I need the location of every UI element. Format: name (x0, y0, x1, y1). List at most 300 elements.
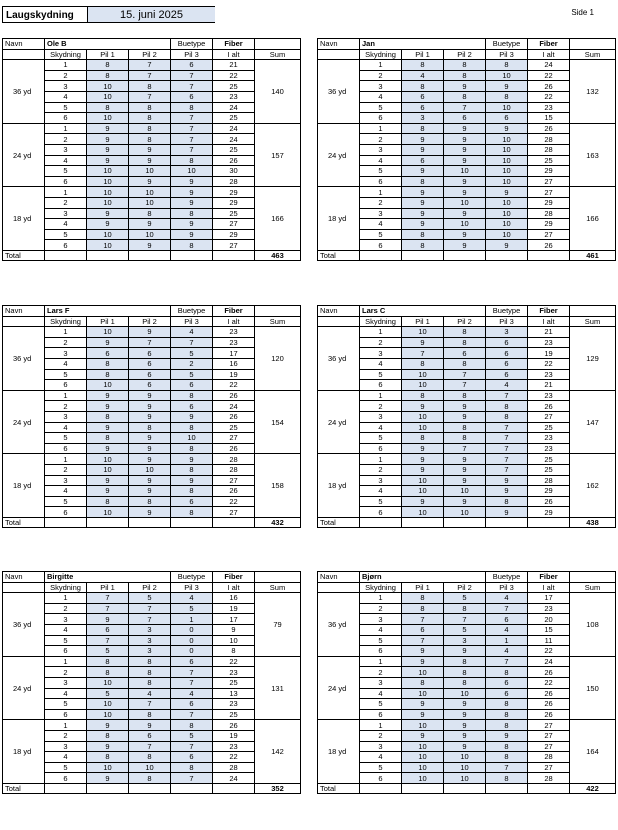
empty-cell (45, 783, 87, 794)
arrow-1-score: 6 (402, 91, 444, 102)
empty-cell (318, 316, 360, 327)
arrow-2-score: 9 (444, 401, 486, 412)
end-total: 27 (528, 229, 570, 240)
arrow-1-score: 9 (87, 155, 129, 166)
end-number: 1 (360, 720, 402, 731)
total-label: Total (3, 783, 45, 794)
end-total: 25 (213, 113, 255, 124)
end-number: 1 (360, 123, 402, 134)
arrow-2-score: 9 (444, 229, 486, 240)
arrow-3-score: 6 (171, 60, 213, 71)
bow-type-label: Buetype (486, 572, 528, 583)
arrow-1-score: 9 (402, 454, 444, 465)
end-number: 6 (360, 240, 402, 251)
end-number: 5 (360, 635, 402, 646)
arrow-1-score: 10 (87, 380, 129, 391)
distance-sum: 150 (570, 656, 616, 720)
end-number: 5 (45, 433, 87, 444)
arrow-2-score: 9 (444, 81, 486, 92)
arrow-2-score: 7 (444, 443, 486, 454)
end-number: 6 (45, 773, 87, 784)
arrow-2-score: 7 (129, 91, 171, 102)
end-number: 2 (45, 730, 87, 741)
end-number: 1 (45, 187, 87, 198)
distance-sum: 147 (570, 390, 616, 454)
arrow-1-score: 8 (87, 369, 129, 380)
end-number: 2 (45, 667, 87, 678)
end-total: 27 (528, 187, 570, 198)
arrow-2-score: 9 (129, 240, 171, 251)
arrow-3-score: 8 (171, 762, 213, 773)
end-total: 24 (213, 773, 255, 784)
end-total: 23 (213, 741, 255, 752)
end-number: 1 (45, 454, 87, 465)
end-total: 29 (528, 507, 570, 518)
arrow-2-score: 10 (444, 752, 486, 763)
empty-cell (402, 250, 444, 261)
arrow-3-score: 6 (171, 656, 213, 667)
arrow-1-score: 9 (87, 720, 129, 731)
arrow-3-score: 9 (171, 176, 213, 187)
arrow-2-score: 8 (444, 677, 486, 688)
arrow-2-score: 9 (129, 454, 171, 465)
end-total: 22 (528, 358, 570, 369)
score-row (3, 327, 301, 338)
arrow-1-score: 10 (87, 464, 129, 475)
arrow-3-score: 0 (171, 646, 213, 657)
distance-label: 24 yd (3, 390, 45, 454)
total-label: Total (3, 517, 45, 528)
empty-cell (255, 306, 301, 317)
end-total: 26 (528, 123, 570, 134)
distance-label: 18 yd (318, 720, 360, 784)
end-total: 29 (213, 187, 255, 198)
arrow-2-score: 10 (129, 229, 171, 240)
end-total: 19 (213, 369, 255, 380)
score-row (318, 390, 616, 401)
end-number: 5 (360, 496, 402, 507)
arrow-1-score: 10 (402, 411, 444, 422)
total-label: Total (318, 517, 360, 528)
arrow-1-score: 8 (402, 229, 444, 240)
arrow-2-score: 8 (129, 656, 171, 667)
end-total: 24 (528, 656, 570, 667)
column-header-pil3: Pil 3 (486, 582, 528, 593)
end-number: 5 (360, 369, 402, 380)
column-header-pil3: Pil 3 (486, 316, 528, 327)
end-total: 26 (528, 401, 570, 412)
end-total: 17 (528, 593, 570, 604)
arrow-3-score: 6 (171, 380, 213, 391)
arrow-1-score: 8 (87, 496, 129, 507)
score-row (318, 454, 616, 465)
arrow-3-score: 4 (171, 593, 213, 604)
column-header-sum: Sum (255, 49, 301, 60)
end-total: 16 (213, 358, 255, 369)
arrow-3-score: 2 (171, 358, 213, 369)
empty-cell (402, 783, 444, 794)
archer-name: Lars C (360, 306, 486, 317)
arrow-2-score: 10 (444, 688, 486, 699)
name-label: Navn (3, 572, 45, 583)
end-total: 26 (528, 667, 570, 678)
end-number: 2 (360, 401, 402, 412)
arrow-3-score: 9 (171, 454, 213, 465)
end-number: 6 (360, 709, 402, 720)
column-header-ialt: I alt (213, 582, 255, 593)
end-total: 25 (213, 422, 255, 433)
arrow-3-score: 10 (171, 166, 213, 177)
end-number: 6 (45, 176, 87, 187)
end-total: 15 (528, 113, 570, 124)
end-number: 6 (45, 240, 87, 251)
page-header (2, 6, 614, 24)
column-header-pil1: Pil 1 (402, 49, 444, 60)
arrow-1-score: 10 (87, 81, 129, 92)
arrow-1-score: 10 (87, 454, 129, 465)
arrow-1-score: 7 (402, 614, 444, 625)
arrow-1-score: 9 (87, 486, 129, 497)
arrow-1-score: 8 (402, 123, 444, 134)
arrow-3-score: 7 (486, 422, 528, 433)
arrow-1-score: 5 (87, 688, 129, 699)
arrow-3-score: 1 (171, 614, 213, 625)
arrow-3-score: 6 (486, 348, 528, 359)
score-row (318, 123, 616, 134)
distance-sum: 131 (255, 656, 301, 720)
arrow-1-score: 8 (87, 358, 129, 369)
distance-label: 36 yd (3, 60, 45, 124)
end-total: 26 (213, 720, 255, 731)
arrow-1-score: 10 (402, 667, 444, 678)
grand-total: 432 (255, 517, 301, 528)
arrow-2-score: 5 (444, 593, 486, 604)
arrow-3-score: 5 (171, 603, 213, 614)
distance-label: 36 yd (318, 593, 360, 657)
end-number: 2 (360, 730, 402, 741)
arrow-2-score: 3 (129, 646, 171, 657)
empty-cell (360, 250, 402, 261)
arrow-1-score: 9 (87, 741, 129, 752)
end-total: 28 (528, 773, 570, 784)
arrow-2-score: 9 (444, 464, 486, 475)
score-row (3, 60, 301, 71)
empty-cell (528, 250, 570, 261)
arrow-1-score: 9 (402, 144, 444, 155)
arrow-2-score: 10 (129, 464, 171, 475)
arrow-1-score: 8 (87, 70, 129, 81)
arrow-2-score: 10 (129, 197, 171, 208)
arrow-3-score: 8 (486, 411, 528, 422)
arrow-1-score: 10 (87, 709, 129, 720)
arrow-2-score: 9 (444, 187, 486, 198)
end-number: 6 (45, 380, 87, 391)
name-label: Navn (318, 39, 360, 50)
distance-label: 24 yd (318, 390, 360, 454)
end-total: 23 (528, 337, 570, 348)
distance-label: 24 yd (318, 123, 360, 187)
empty-cell (318, 582, 360, 593)
end-number: 6 (45, 443, 87, 454)
end-number: 6 (45, 113, 87, 124)
arrow-1-score: 9 (402, 646, 444, 657)
arrow-1-score: 7 (402, 635, 444, 646)
arrow-2-score: 9 (129, 507, 171, 518)
end-number: 3 (45, 411, 87, 422)
empty-cell (213, 517, 255, 528)
arrow-3-score: 7 (171, 144, 213, 155)
end-total: 22 (213, 656, 255, 667)
score-row (3, 454, 301, 465)
end-total: 25 (213, 208, 255, 219)
column-header-ialt: I alt (528, 582, 570, 593)
distance-sum: 164 (570, 720, 616, 784)
end-number: 1 (360, 454, 402, 465)
distance-label: 18 yd (3, 187, 45, 251)
column-header-pil3: Pil 3 (171, 582, 213, 593)
empty-cell (570, 39, 616, 50)
end-total: 23 (528, 390, 570, 401)
arrow-3-score: 6 (486, 688, 528, 699)
end-total: 27 (213, 240, 255, 251)
end-total: 23 (213, 667, 255, 678)
end-total: 23 (213, 91, 255, 102)
end-number: 5 (360, 699, 402, 710)
arrow-2-score: 6 (129, 380, 171, 391)
end-number: 5 (45, 762, 87, 773)
arrow-2-score: 7 (129, 741, 171, 752)
end-number: 6 (360, 176, 402, 187)
end-number: 1 (360, 656, 402, 667)
arrow-3-score: 9 (486, 123, 528, 134)
arrow-3-score: 7 (171, 123, 213, 134)
end-total: 28 (528, 752, 570, 763)
end-total: 19 (213, 730, 255, 741)
score-row (318, 60, 616, 71)
arrow-3-score: 8 (486, 752, 528, 763)
arrow-2-score: 10 (444, 507, 486, 518)
end-number: 1 (45, 593, 87, 604)
arrow-3-score: 10 (486, 134, 528, 145)
arrow-1-score: 8 (402, 358, 444, 369)
arrow-1-score: 10 (402, 327, 444, 338)
column-header-sum: Sum (570, 582, 616, 593)
arrow-3-score: 8 (171, 507, 213, 518)
distance-sum: 154 (255, 390, 301, 454)
archer-name: Jan (360, 39, 486, 50)
end-number: 2 (360, 70, 402, 81)
score-row (3, 123, 301, 134)
arrow-3-score: 9 (171, 475, 213, 486)
arrow-2-score: 10 (444, 773, 486, 784)
end-number: 4 (45, 422, 87, 433)
end-number: 6 (360, 113, 402, 124)
empty-cell (255, 39, 301, 50)
column-header-pil3: Pil 3 (486, 49, 528, 60)
column-header-ialt: I alt (213, 316, 255, 327)
column-header-pil3: Pil 3 (171, 316, 213, 327)
end-number: 1 (360, 593, 402, 604)
end-total: 28 (528, 134, 570, 145)
score-row (3, 656, 301, 667)
grand-total: 438 (570, 517, 616, 528)
arrow-1-score: 10 (402, 507, 444, 518)
end-total: 26 (528, 240, 570, 251)
name-label: Navn (3, 39, 45, 50)
grand-total: 422 (570, 783, 616, 794)
arrow-2-score: 9 (444, 741, 486, 752)
empty-cell (213, 250, 255, 261)
distance-sum: 166 (570, 187, 616, 251)
end-total: 16 (213, 593, 255, 604)
end-number: 5 (45, 635, 87, 646)
end-total: 17 (213, 614, 255, 625)
arrow-3-score: 5 (171, 369, 213, 380)
arrow-3-score: 8 (486, 741, 528, 752)
end-number: 6 (45, 709, 87, 720)
arrow-2-score: 10 (129, 166, 171, 177)
bow-type: Fiber (528, 572, 570, 583)
end-total: 22 (528, 677, 570, 688)
arrow-2-score: 9 (129, 176, 171, 187)
end-number: 4 (360, 155, 402, 166)
arrow-1-score: 9 (87, 144, 129, 155)
arrow-3-score: 7 (171, 773, 213, 784)
end-number: 3 (360, 475, 402, 486)
end-total: 22 (213, 380, 255, 391)
end-number: 6 (360, 380, 402, 391)
end-number: 2 (360, 464, 402, 475)
end-number: 2 (45, 603, 87, 614)
end-total: 27 (213, 219, 255, 230)
arrow-3-score: 10 (486, 166, 528, 177)
arrow-2-score: 7 (444, 380, 486, 391)
end-number: 2 (45, 134, 87, 145)
page-number: Side 1 (571, 8, 594, 17)
end-total: 29 (528, 197, 570, 208)
arrow-1-score: 9 (87, 337, 129, 348)
end-total: 28 (528, 144, 570, 155)
end-total: 26 (528, 81, 570, 92)
arrow-1-score: 10 (402, 720, 444, 731)
arrow-2-score: 3 (129, 635, 171, 646)
arrow-1-score: 10 (402, 422, 444, 433)
distance-sum: 132 (570, 60, 616, 124)
arrow-2-score: 9 (129, 155, 171, 166)
end-total: 26 (213, 443, 255, 454)
arrow-1-score: 5 (87, 646, 129, 657)
bow-type: Fiber (213, 306, 255, 317)
archer-name: Bjørn (360, 572, 486, 583)
distance-sum: 163 (570, 123, 616, 187)
empty-cell (171, 517, 213, 528)
arrow-3-score: 7 (486, 656, 528, 667)
arrow-1-score: 10 (402, 369, 444, 380)
column-header-pil2: Pil 2 (129, 49, 171, 60)
arrow-2-score: 8 (444, 91, 486, 102)
arrow-1-score: 9 (87, 123, 129, 134)
end-total: 21 (528, 380, 570, 391)
arrow-1-score: 6 (402, 155, 444, 166)
arrow-2-score: 9 (129, 433, 171, 444)
arrow-3-score: 10 (486, 208, 528, 219)
arrow-3-score: 8 (171, 486, 213, 497)
empty-cell (171, 250, 213, 261)
end-number: 3 (45, 475, 87, 486)
end-number: 4 (360, 688, 402, 699)
end-number: 5 (45, 369, 87, 380)
arrow-2-score: 7 (444, 102, 486, 113)
arrow-1-score: 10 (402, 741, 444, 752)
arrow-1-score: 9 (87, 401, 129, 412)
arrow-3-score: 10 (486, 155, 528, 166)
end-number: 1 (45, 720, 87, 731)
end-number: 4 (45, 486, 87, 497)
arrow-2-score: 9 (129, 720, 171, 731)
arrow-2-score: 7 (129, 699, 171, 710)
end-total: 22 (528, 91, 570, 102)
total-label: Total (318, 250, 360, 261)
score-row (318, 593, 616, 604)
column-header-skydning: Skydning (360, 316, 402, 327)
end-total: 11 (528, 635, 570, 646)
score-row (3, 593, 301, 604)
arrow-2-score: 9 (444, 496, 486, 507)
arrow-2-score: 8 (444, 667, 486, 678)
arrow-1-score: 10 (87, 176, 129, 187)
end-number: 2 (45, 337, 87, 348)
end-number: 1 (360, 60, 402, 71)
arrow-2-score: 3 (444, 635, 486, 646)
arrow-1-score: 4 (402, 70, 444, 81)
end-number: 5 (45, 229, 87, 240)
empty-cell (3, 316, 45, 327)
end-number: 1 (45, 327, 87, 338)
score-row (318, 656, 616, 667)
arrow-3-score: 4 (171, 688, 213, 699)
arrow-1-score: 10 (402, 486, 444, 497)
arrow-2-score: 8 (444, 337, 486, 348)
end-total: 23 (528, 443, 570, 454)
arrow-2-score: 8 (129, 102, 171, 113)
arrow-1-score: 6 (87, 624, 129, 635)
arrow-1-score: 9 (402, 730, 444, 741)
empty-cell (45, 517, 87, 528)
arrow-1-score: 8 (402, 60, 444, 71)
arrow-3-score: 8 (171, 443, 213, 454)
arrow-2-score: 8 (444, 327, 486, 338)
arrow-1-score: 10 (87, 91, 129, 102)
end-total: 13 (213, 688, 255, 699)
end-number: 5 (360, 166, 402, 177)
end-number: 1 (360, 327, 402, 338)
arrow-2-score: 8 (129, 422, 171, 433)
end-total: 25 (528, 454, 570, 465)
arrow-1-score: 8 (402, 433, 444, 444)
end-number: 1 (45, 656, 87, 667)
arrow-2-score: 9 (444, 240, 486, 251)
end-number: 2 (360, 134, 402, 145)
arrow-2-score: 7 (129, 614, 171, 625)
empty-cell (213, 783, 255, 794)
column-header-ialt: I alt (528, 316, 570, 327)
distance-label: 18 yd (3, 720, 45, 784)
arrow-1-score: 9 (402, 464, 444, 475)
arrow-3-score: 8 (171, 208, 213, 219)
end-total: 26 (213, 390, 255, 401)
arrow-2-score: 6 (129, 358, 171, 369)
end-number: 1 (360, 390, 402, 401)
